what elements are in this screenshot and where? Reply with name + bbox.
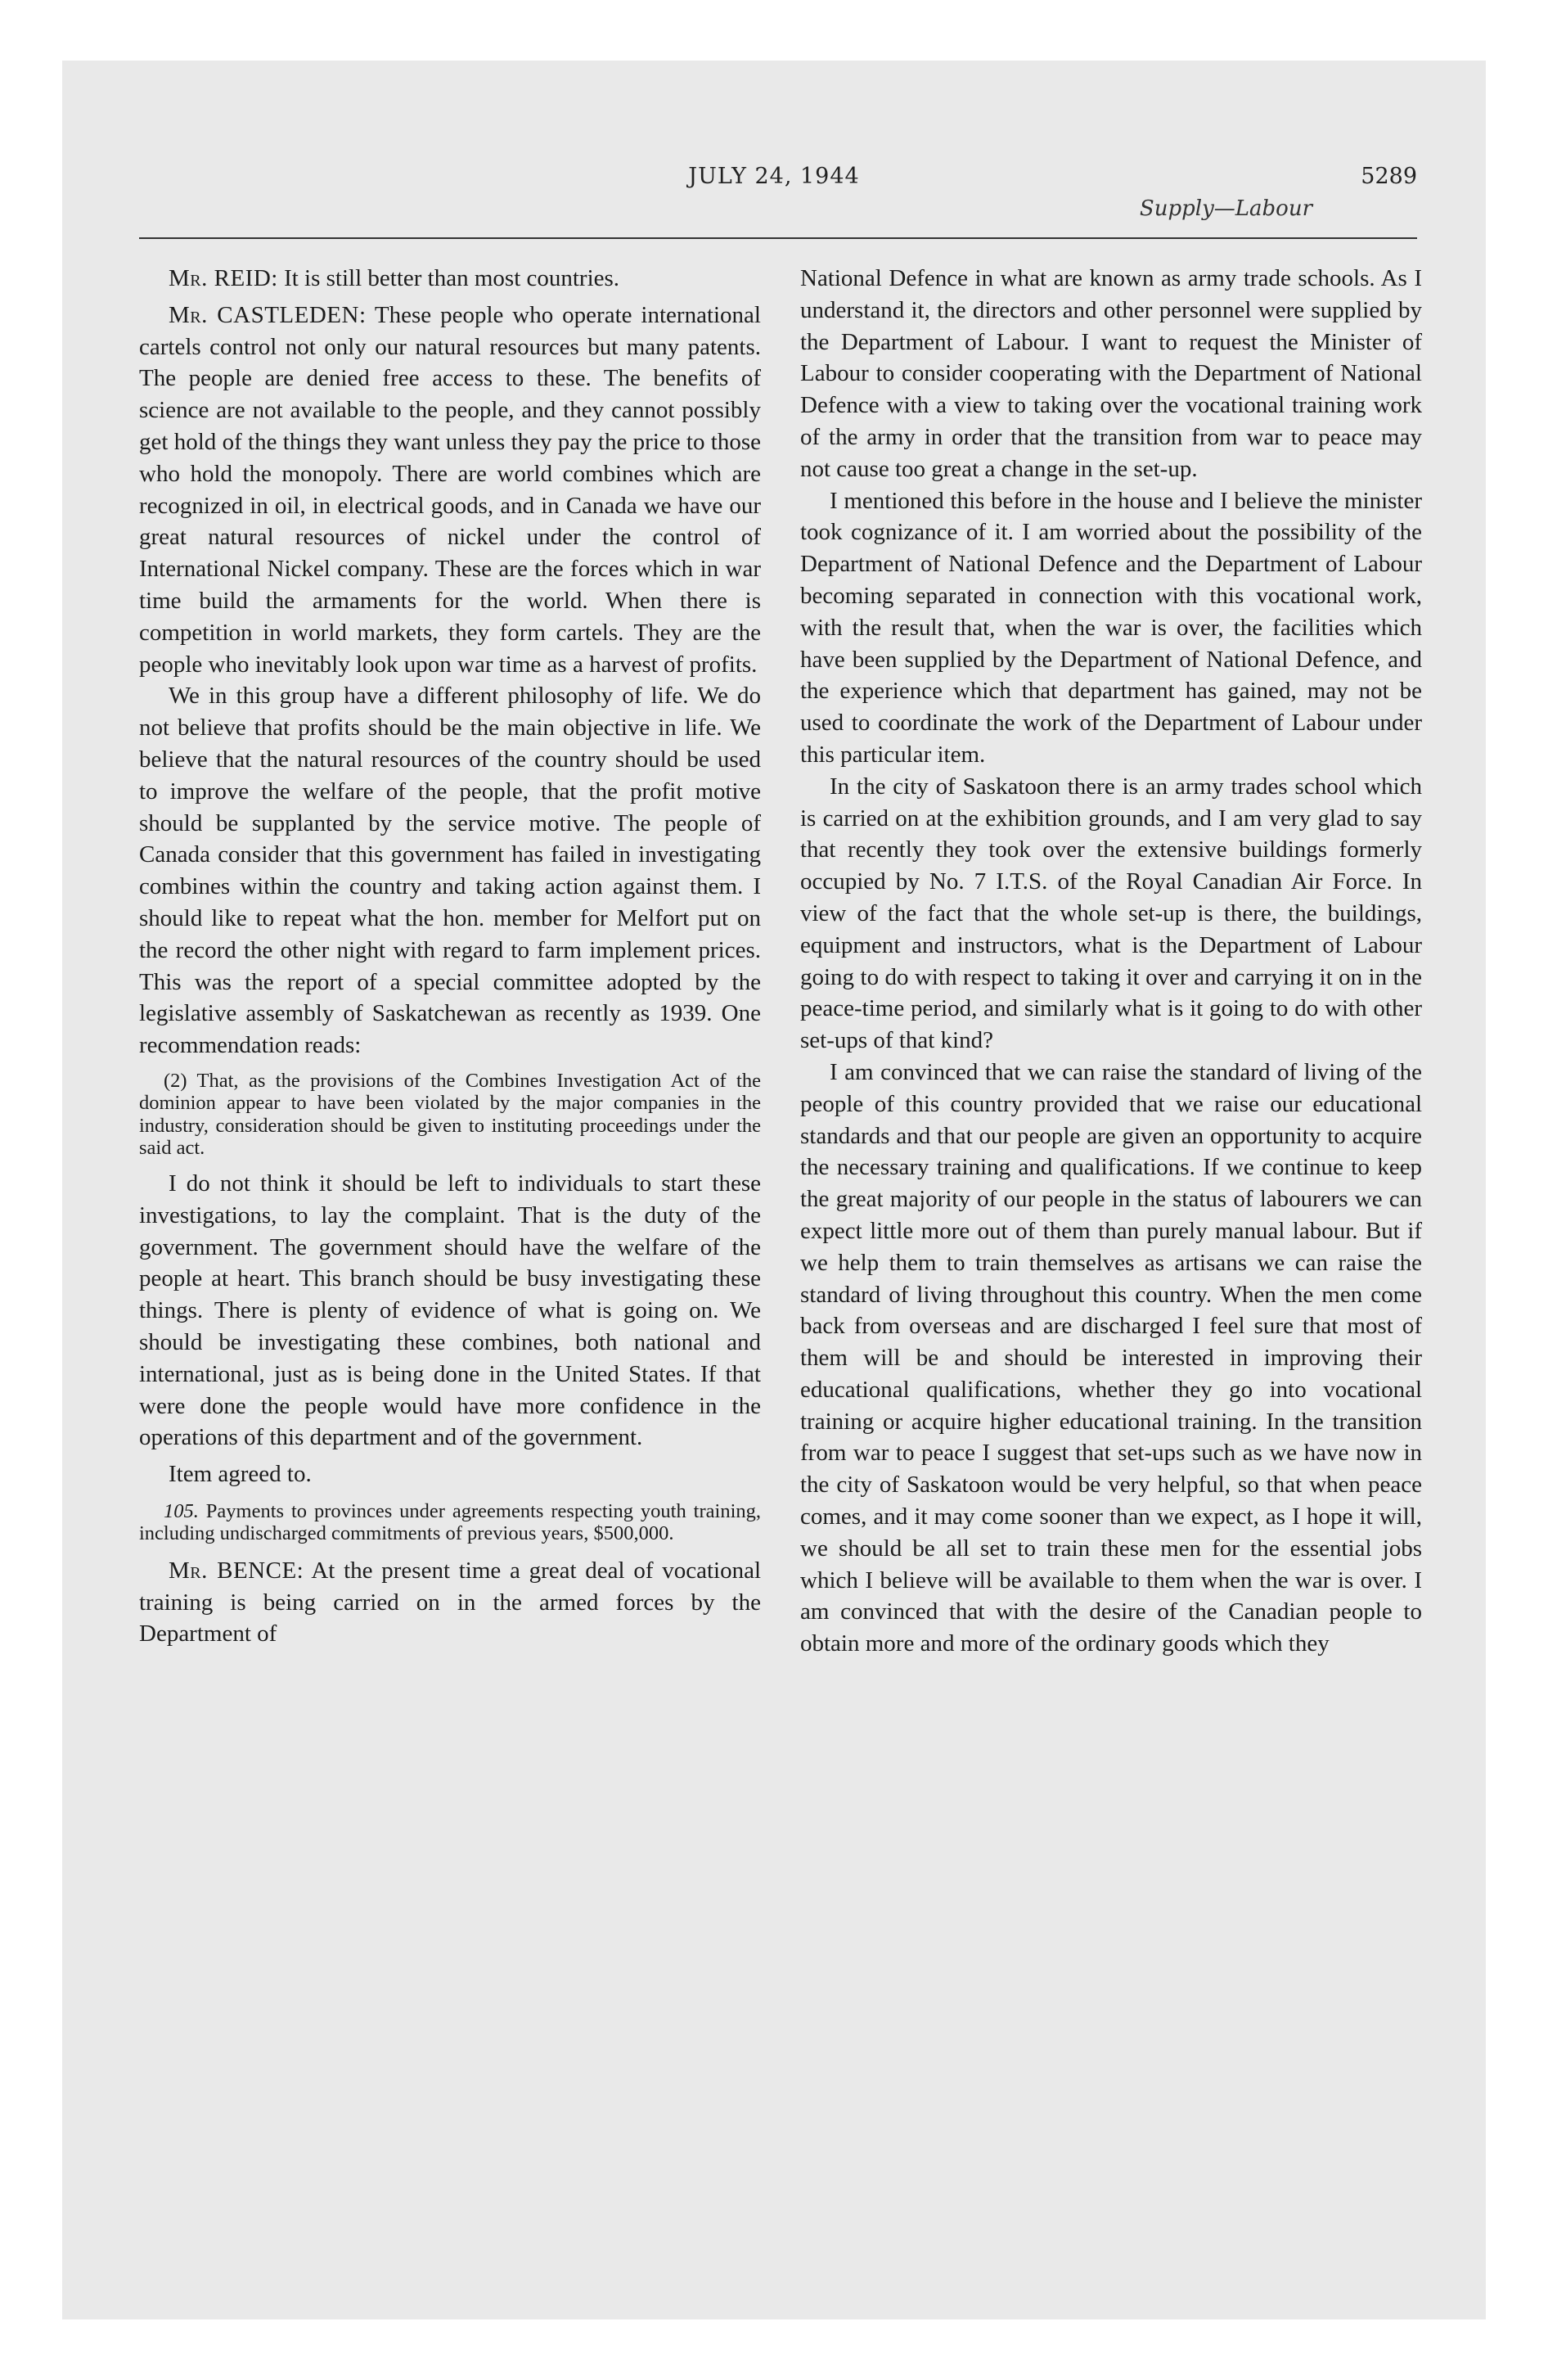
paragraph-castleden-text: These people who operate international cartels control not only our natural resources but many patents. The people are denied free access to these. The benefits of science are not available to the people, and they cannot possibly get hold of the things they want unless they pay the price to those who hold the monopoly. There are world combines which are recognized in oil, in electrical goods, and in Canada we have our great natural resources of nickel under the control of International Nickel company. These are the forces which in war time build the armaments for the world. When there is competition in world markets, they form cartels. They are the people who inevitably look upon war time as a harvest of profits. bbox=[139, 301, 761, 678]
item-105-text: Payments to provinces under agreements respecting youth training, including undischarged commitments of previous years, $500,000. bbox=[139, 1499, 761, 1545]
item-105-number: 105. bbox=[164, 1499, 199, 1522]
paragraph-bence-text: At the present time a great deal of vocational training is being carried on in the armed forces by the Department of bbox=[139, 1557, 762, 1648]
page-header bbox=[62, 61, 1486, 232]
paragraph-reid bbox=[139, 263, 761, 295]
header-date: JULY 24, 1944 bbox=[688, 164, 860, 189]
right-column bbox=[800, 263, 1422, 1660]
speaker-reid: Mr. REID: bbox=[169, 265, 278, 291]
paragraph-saskatoon: In the city of Saskatoon there is an army trades school which is carried on at the exhibition grounds, and I am very glad to say that recently they took over the extensive buildings formerly occupied by No. 7 I.T.S. of the Royal Canadian Air Force. In view of the fact that the whole set-up is there, the buildings, equipment and instructors, what is the Department of Labour going to do with respect to taking it over and carrying it on in the peace-time period, and similarly what is it going to do with other set-ups of that kind? bbox=[800, 773, 1422, 1054]
paragraph-reid-text: It is still better than most countries. bbox=[277, 265, 620, 291]
header-rule bbox=[139, 237, 1417, 239]
item-agreed: Item agreed to. bbox=[169, 1461, 312, 1488]
paragraph-philosophy: We in this group have a different philosophy of life. We do not believe that profits should be the main objective in life. We believe that the natural resources of the country should be used to improve the welfare of the people, that the profit motive should be supplanted by the service motive. The people of Canada consider that this government has failed in investigating combines within the country and taking action against them. I should like to repeat what the hon. member for Melfort put on the record the other night with regard to farm implement prices. This was the report of a special committee adopted by the legislative assembly of Saskatchewan as recently as 1939. One recommendation reads: bbox=[139, 683, 761, 1059]
paragraph-national-defence: National Defence in what are known as army trade schools. As I understand it, the directors and other personnel were supplied by the Department of Labour. I want to request the Minister of Labour to consider cooperating with the Department of National Defence with a view to taking over the vocational training work of the army in order that the transition from war to peace may not cause too great a change in the set-up. bbox=[800, 265, 1422, 482]
paragraph-cognizance: I mentioned this before in the house and I believe the minister took cognizance of it. I am worried about the possibility of the Department of National Defence and the Department of Labour becoming separated in connection with this vocational work, with the result that, when the war is over, the facilities which have been supplied by the Department of National Defence, and the experience which that department has gained, may not be used to coordinate the work of the Department of Labour under this particular item. bbox=[800, 487, 1422, 768]
section-title: Supply—Labour bbox=[1139, 196, 1312, 221]
document-page bbox=[62, 61, 1486, 2319]
left-column bbox=[139, 263, 761, 1650]
paragraph-bence bbox=[139, 1555, 761, 1650]
paragraph-castleden bbox=[139, 300, 761, 681]
paragraph-standard-of-living: I am convinced that we can raise the standard of living of the people of this country provided that we raise our educational standards and that our people are given an opportunity to acquire the necessary training and qualifications. If we continue to keep the great majority of our people in the status of labourers we can expect little more out of them than purely manual labour. But if we help them to train themselves as artisans we can raise the standard of living throughout this country. When the men come back from overseas and are discharged I feel sure that most of them will be and should be interested in improving their educational qualifications, whether they go into vocational training or acquire higher educational training. In the transition from war to peace I suggest that set-ups such as we have now in the city of Saskatoon would be very helpful, so that when peace comes, and it may come sooner than we expect, as I hope it will, we should be all set to train these men for the essential jobs which I believe will be available to them when the war is over. I am convinced that with the desire of the Canadian people to obtain more and more of the ordinary goods which they bbox=[800, 1058, 1422, 1657]
paragraph-investigations: I do not think it should be left to individuals to start these investigations, to lay the complaint. That is the duty of the government. The government should have the welfare of the people at heart. This branch should be busy investigating these things. There is plenty of evidence of what is going on. We should be investigating these combines, both national and international, just as is being done in the United States. If that were done the people would have more confidence in the operations of this department and of the government. bbox=[139, 1170, 761, 1451]
speaker-castleden: Mr. CASTLEDEN: bbox=[169, 301, 367, 328]
quoted-recommendation: (2) That, as the provisions of the Combines Investigation Act of the dominion appear to have been violated by the major companies in the industry, consideration should be given to instituting proceedings under the said act. bbox=[139, 1069, 761, 1160]
speaker-bence: Mr. BENCE: bbox=[169, 1557, 304, 1584]
page-number: 5289 bbox=[1361, 164, 1417, 189]
item-105 bbox=[139, 1500, 761, 1545]
